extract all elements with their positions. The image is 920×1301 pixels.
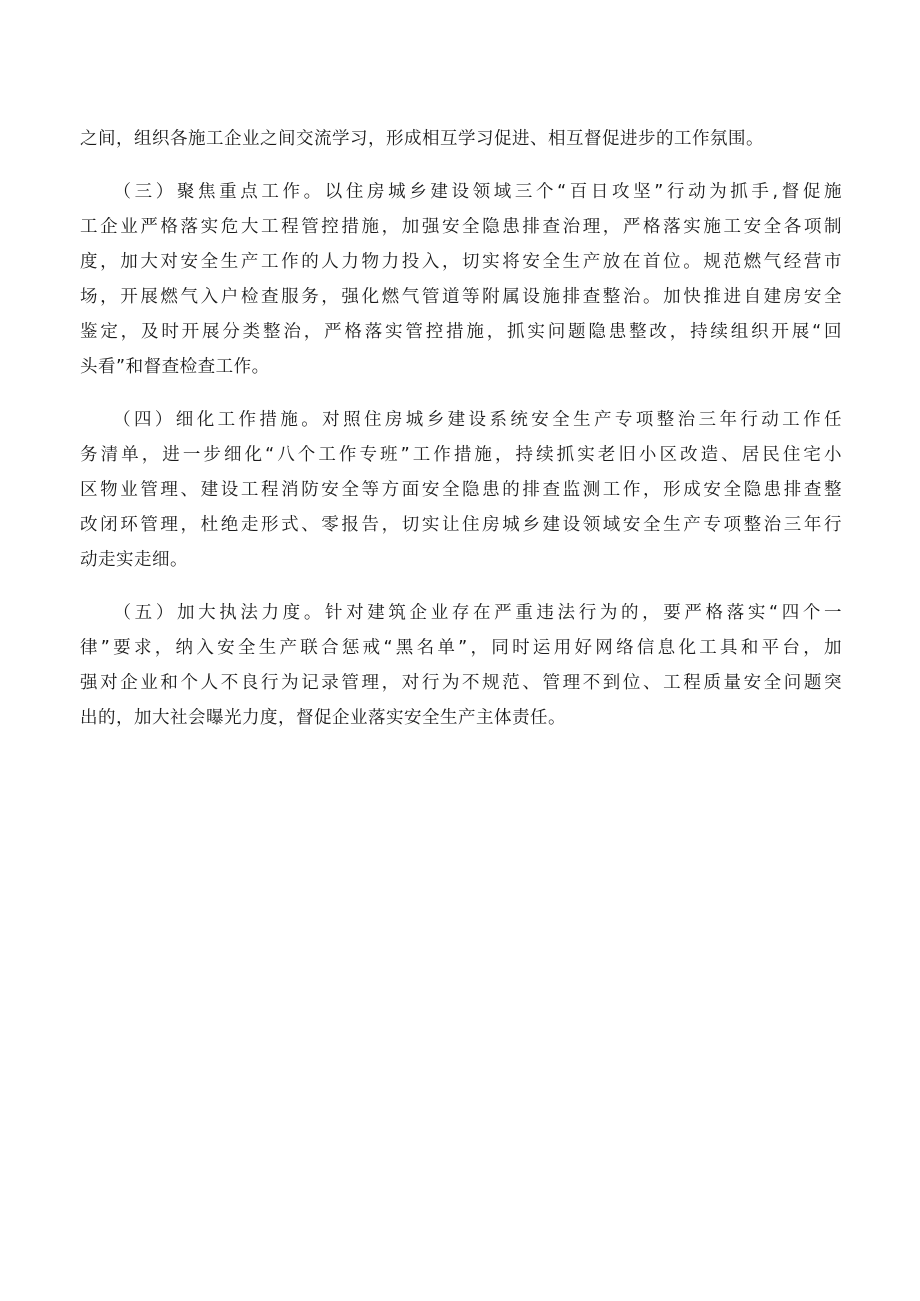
paragraph-continuation <box>80 122 842 157</box>
text-line: 之间，组织各施工企业之间交流学习，形成相互学习促进、相互督促进步的工作氛围。 <box>80 129 764 149</box>
text-line: 动走实走细。 <box>80 550 188 570</box>
text-line: 度，加大对安全生产工作的人力物力投入，切实将安全生产放在首位。规范燃气经营市 <box>80 252 842 272</box>
text-line: 强对企业和个人不良行为记录管理，对行为不规范、管理不到位、工程质量安全问题突 <box>80 673 842 693</box>
document-body <box>80 122 842 754</box>
text-line: （五）加大执法力度。针对建筑企业存在严重违法行为的，要严格落实“四个一 <box>80 603 842 623</box>
text-line: 改闭环管理，杜绝走形式、零报告，切实让住房城乡建设领域安全生产专项整治三年行 <box>80 515 842 535</box>
text-line: 区物业管理、建设工程消防安全等方面安全隐患的排查监测工作，形成安全隐患排查整 <box>80 480 842 500</box>
text-line: 务清单，进一步细化“八个工作专班”工作措施，持续抓实老旧小区改造、居民住宅小 <box>80 445 842 465</box>
text-line: 鉴定，及时开展分类整治，严格落实管控措施，抓实问题隐患整改，持续组织开展“回 <box>80 322 842 342</box>
text-line: 场，开展燃气入户检查服务，强化燃气管道等附属设施排查整治。加快推进自建房安全 <box>80 287 842 307</box>
text-line: 工企业严格落实危大工程管控措施，加强安全隐患排查治理，严格落实施工安全各项制 <box>80 217 842 237</box>
paragraph-section-4 <box>80 403 842 578</box>
text-line: 出的，加大社会曝光力度，督促企业落实安全生产主体责任。 <box>80 708 566 728</box>
text-line: （四）细化工作措施。对照住房城乡建设系统安全生产专项整治三年行动工作任 <box>80 410 842 430</box>
text-line: 律”要求，纳入安全生产联合惩戒“黑名单”，同时运用好网络信息化工具和平台，加 <box>80 638 842 658</box>
paragraph-section-5 <box>80 596 842 736</box>
text-line: 头看”和督查检查工作。 <box>80 357 270 377</box>
paragraph-section-3 <box>80 175 842 385</box>
text-line: （三）聚焦重点工作。以住房城乡建设领域三个“百日攻坚”行动为抓手,督促施 <box>80 182 842 202</box>
